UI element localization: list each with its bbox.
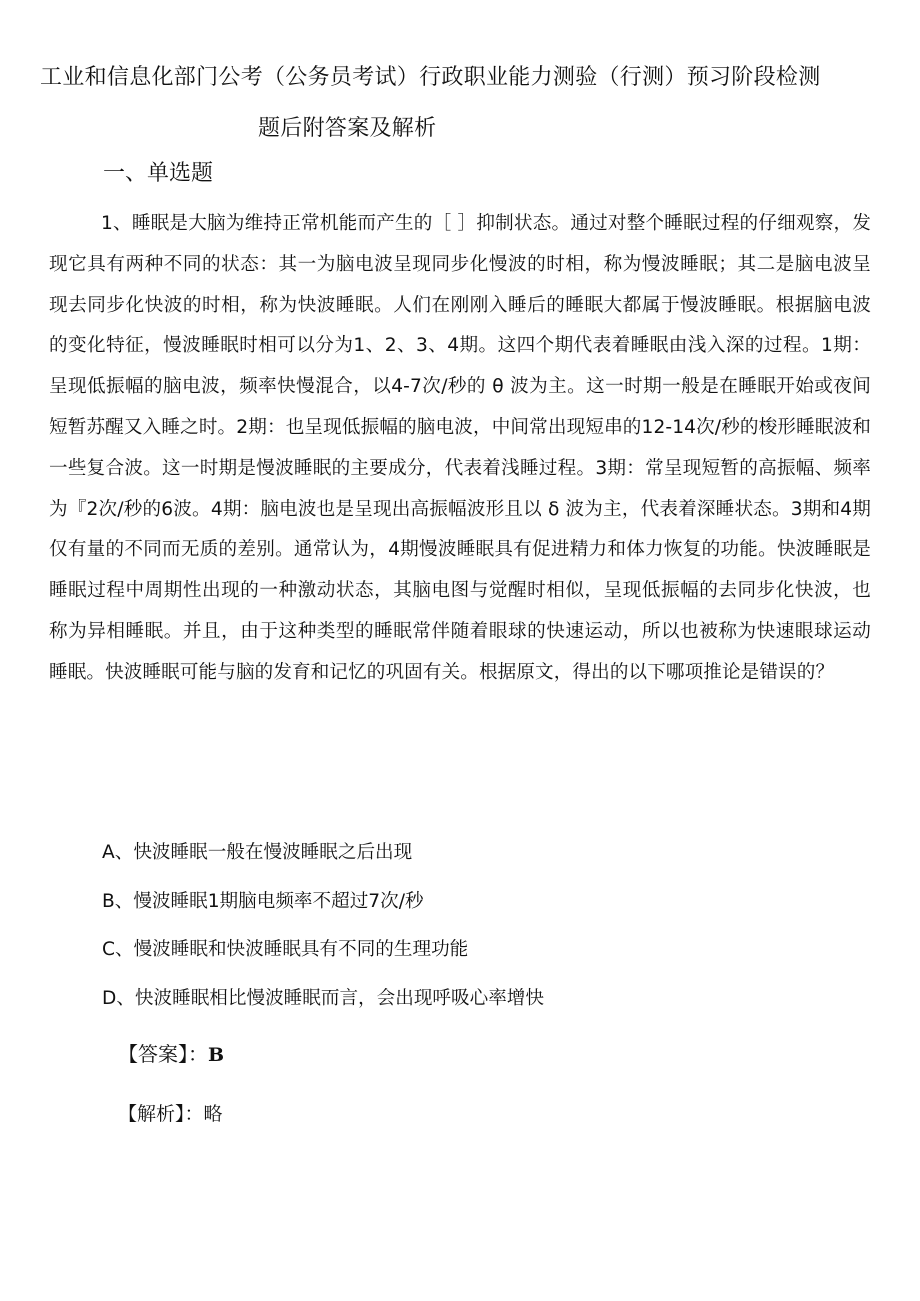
- answer-label: 【答案】：: [118, 1042, 208, 1066]
- answer-options: [102, 829, 862, 1023]
- option-a: A、快波睡眠一般在慢波睡眠之后出现: [102, 842, 413, 863]
- option-b: B、慢波睡眠1期脑电频率不超过7次/秒: [102, 890, 424, 912]
- analysis-value: 略: [203, 1103, 223, 1125]
- document-title-line-2: 题后附答案及解析: [258, 116, 437, 141]
- document-title-line-1: 工业和信息化部门公考（公务员考试）行政职业能力测验（行测）预习阶段检测: [40, 65, 821, 90]
- document-title: [40, 58, 880, 149]
- analysis-label: 【解析】：: [118, 1103, 204, 1125]
- option-c: C、慢波睡眠和快波睡眠具有不同的生理功能: [102, 939, 469, 960]
- question-stem: 1、睡眠是大脑为维持正常机能而产生的［ ］抑制状态。通过对整个睡眠过程的仔细观察，发现它具有两种不同的状态：其一为脑电波呈现同步化慢波的时相，称为慢波睡眠；其二是脑电波呈现去同步化快波的时相，称为快波睡眠。人们在刚刚入睡后的睡眠大都属于慢波睡眠。根据脑电波的变化特征，慢波睡眠时相可以分为1、2、3、4期。这四个期代表着睡眠由浅入深的过程。1期：呈现低振幅的脑电波，频率快慢混合，以4-7次/秒的 θ 波为主。这一时期一般是在睡眠开始或夜间短暂苏醒又入睡之时。2期：也呈现低振幅的脑电波，中间常出现短串的12-14次/秒的梭形睡眠波和一些复合波。这一时期是慢波睡眠的主要成分，代表着浅睡过程。3期：常呈现短暂的高振幅、频率为『2次/秒的6波。4期：脑电波也是呈现出高振幅波形且以 δ 波为主，代表着深睡状态。3期和4期仅有量的不同而无质的差别。通常认为，4期慢波睡眠具有促进精力和体力恢复的功能。快波睡眠是睡眠过程中周期性出现的一种激动状态，其脑电图与觉醒时相似，呈现低振幅的去同步化快波，也称为异相睡眠。并且，由于这种类型的睡眠常伴随着眼球的快速运动，所以也被称为快速眼球运动睡眠。快波睡眠可能与脑的发育和记忆的巩固有关。根据原文，得出的以下哪项推论是错误的？: [49, 213, 871, 683]
- answer-value: B: [208, 1044, 225, 1066]
- answer-line: [118, 1036, 224, 1073]
- option-d: D、快波睡眠相比慢波睡眠而言，会出现呼吸心率增快: [102, 987, 544, 1009]
- section-heading: 一、单选题: [103, 161, 214, 186]
- analysis-line: [118, 1096, 223, 1132]
